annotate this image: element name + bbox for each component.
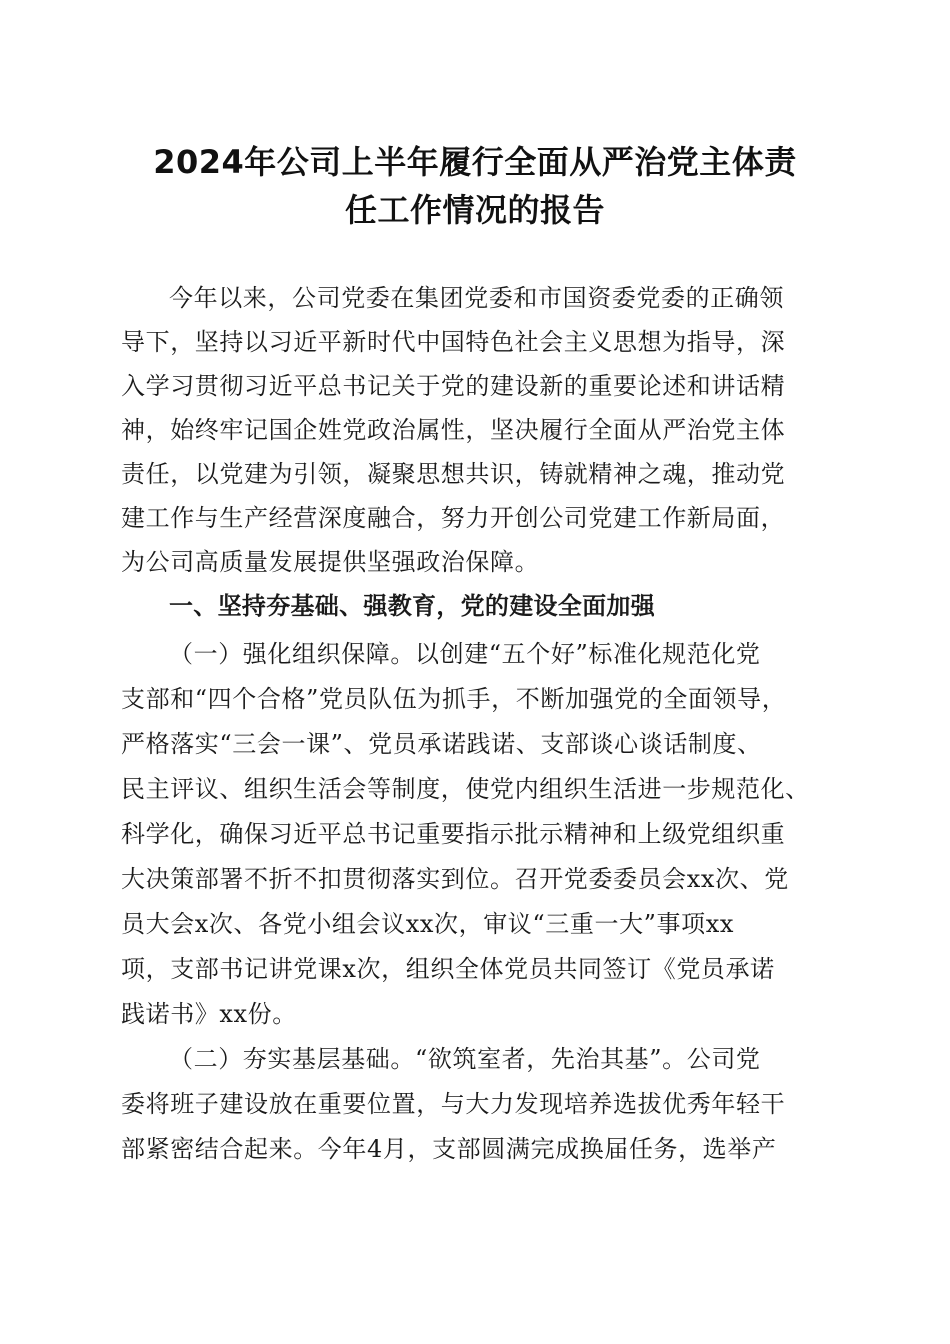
para1-line-6: 大决策部署不折不扣贯彻落实到位。召开党委委员会xx次、党 [121, 865, 789, 893]
document-title [110, 138, 840, 234]
para1-line-4: 民主评议、组织生活会等制度，使党内组织生活进一步规范化、 [121, 775, 810, 803]
intro-line-7: 为公司高质量发展提供坚强政治保障。 [121, 548, 540, 576]
intro-line-2: 导下，坚持以习近平新时代中国特色社会主义思想为指导，深 [121, 328, 786, 356]
section-heading: 一、坚持夯基础、强教育，党的建设全面加强 [169, 592, 655, 620]
title-line-1: 2024年公司上半年履行全面从严治党主体责 [153, 143, 797, 181]
para1-line-1: （一）强化组织保障。以创建“五个好”标准化规范化党 [169, 640, 761, 668]
intro-line-5: 责任，以党建为引领，凝聚思想共识，铸就精神之魂，推动党 [121, 460, 786, 488]
intro-line-3: 入学习贯彻习近平总书记关于党的建设新的重要论述和讲话精 [121, 372, 786, 400]
intro-line-6: 建工作与生产经营深度融合，努力开创公司党建工作新局面， [121, 504, 786, 532]
intro-line-1: 今年以来，公司党委在集团党委和市国资委党委的正确领 [169, 284, 784, 312]
para1-line-2: 支部和“四个合格”党员队伍为抓手，不断加强党的全面领导， [121, 685, 787, 713]
para1-line-5: 科学化，确保习近平总书记重要指示批示精神和上级党组织重 [121, 820, 786, 848]
para2-line-2: 委将班子建设放在重要位置，与大力发现培养选拔优秀年轻干 [121, 1090, 786, 1118]
para2-line-3: 部紧密结合起来。今年4月，支部圆满完成换届任务，选举产 [121, 1135, 777, 1163]
para1-line-9: 践诺书》xx份。 [121, 1000, 297, 1028]
para1-line-3: 严格落实“三会一课”、党员承诺践诺、支部谈心谈话制度、 [121, 730, 762, 758]
para1-line-8: 项，支部书记讲党课x次，组织全体党员共同签订《党员承诺 [121, 955, 775, 983]
title-line-2: 任工作情况的报告 [344, 191, 605, 229]
para1-line-7: 员大会x次、各党小组会议xx次，审议“三重一大”事项xx [121, 910, 735, 938]
intro-line-4: 神，始终牢记国企姓党政治属性，坚决履行全面从严治党主体 [121, 416, 786, 444]
para2-line-1: （二）夯实基层基础。“欲筑室者，先治其基”。公司党 [169, 1045, 761, 1073]
